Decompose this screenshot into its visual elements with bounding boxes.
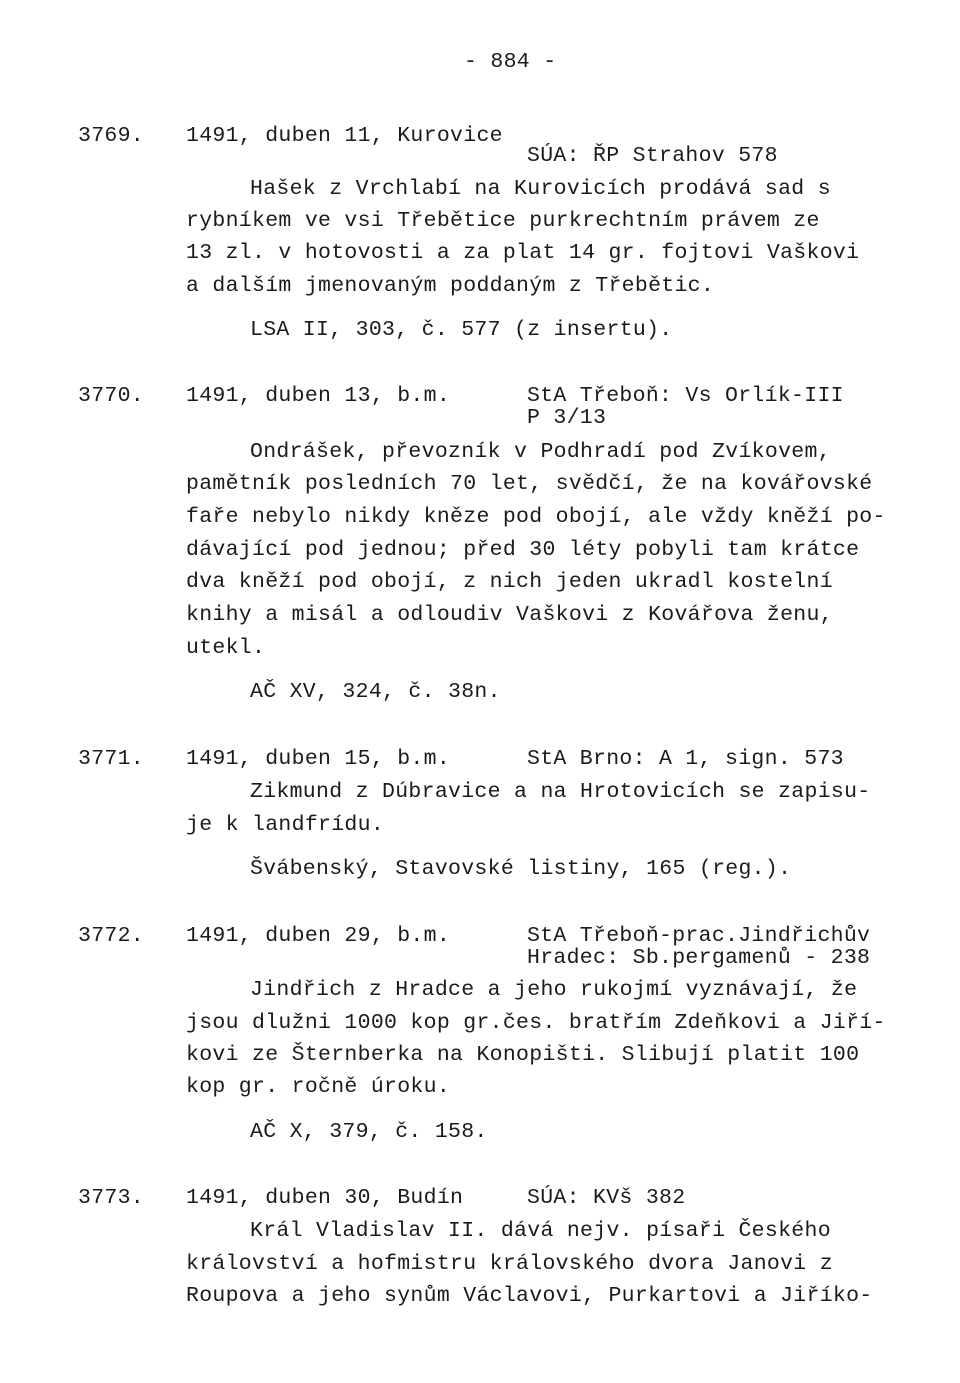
archive-signature-cont: P 3/13 [527, 406, 607, 430]
body-line: 13 zl. v hotovosti a za plat 14 gr. fojtovi Vaškovi [186, 241, 860, 265]
page-number: - 884 - [464, 50, 557, 74]
archive-signature: StA Třeboň-prac.Jindřichův [527, 924, 871, 948]
entry-header: 1491, duben 15, b.m. [186, 747, 451, 771]
entry-number: 3770. [78, 384, 145, 408]
body-line: rybníkem ve vsi Třebětice purkrechtním právem ze [186, 209, 820, 233]
body-line: knihy a misál a odloudiv Vaškovi z Kovářova ženu, [186, 603, 833, 627]
literature-reference: AČ X, 379, č. 158. [250, 1120, 488, 1144]
entry-header: 1491, duben 29, b.m. [186, 924, 451, 948]
body-line: faře nebylo nikdy kněze pod obojí, ale vždy kněží po- [186, 505, 886, 529]
body-line: království a hofmistru královského dvora Janovi z [186, 1252, 833, 1276]
archive-signature-cont: Hradec: Sb.pergamenů - 238 [527, 946, 871, 970]
body-line: Ondrášek, převozník v Podhradí pod Zvíkovem, [250, 440, 831, 464]
entry-header: 1491, duben 30, Budín [186, 1186, 464, 1210]
archive-signature: StA Brno: A 1, sign. 573 [527, 747, 844, 771]
entry-number: 3772. [78, 924, 145, 948]
archive-signature: SÚA: ŘP Strahov 578 [527, 144, 778, 168]
body-line: dávající pod jednou; před 30 léty pobyli tam krátce [186, 538, 860, 562]
body-line: Roupova a jeho synům Václavovi, Purkartovi a Jiříko- [186, 1284, 873, 1308]
entry-header: 1491, duben 13, b.m. [186, 384, 451, 408]
body-line: Zikmund z Dúbravice a na Hrotovicích se zapisu- [250, 780, 871, 804]
entry-header: 1491, duben 11, Kurovice [186, 124, 503, 148]
body-line: je k landfrídu. [186, 813, 385, 837]
entry-number: 3769. [78, 124, 145, 148]
literature-reference: Švábenský, Stavovské listiny, 165 (reg.). [250, 857, 792, 881]
literature-reference: LSA II, 303, č. 577 (z insertu). [250, 318, 673, 342]
body-line: kovi ze Šternberka na Konopišti. Slibují platit 100 [186, 1043, 860, 1067]
body-line: utekl. [186, 636, 266, 660]
literature-reference: AČ XV, 324, č. 38n. [250, 680, 501, 704]
body-line: a dalším jmenovaným poddaným z Třebětic. [186, 274, 715, 298]
body-line: Hašek z Vrchlabí na Kurovicích prodává sad s [250, 177, 831, 201]
entry-number: 3773. [78, 1186, 145, 1210]
body-line: Král Vladislav II. dává nejv. písaři Českého [250, 1219, 831, 1243]
body-line: jsou dlužni 1000 kop gr.čes. bratřím Zdeňkovi a Jiří- [186, 1011, 886, 1035]
archive-signature: SÚA: KVš 382 [527, 1186, 686, 1210]
entry-number: 3771. [78, 747, 145, 771]
body-line: pamětník posledních 70 let, svědčí, že na kovářovské [186, 472, 873, 496]
body-line: kop gr. ročně úroku. [186, 1075, 451, 1099]
archive-signature: StA Třeboň: Vs Orlík-III [527, 384, 844, 408]
body-line: Jindřich z Hradce a jeho rukojmí vyznávají, že [250, 978, 858, 1002]
body-line: dva kněží pod obojí, z nich jeden ukradl kostelní [186, 570, 833, 594]
